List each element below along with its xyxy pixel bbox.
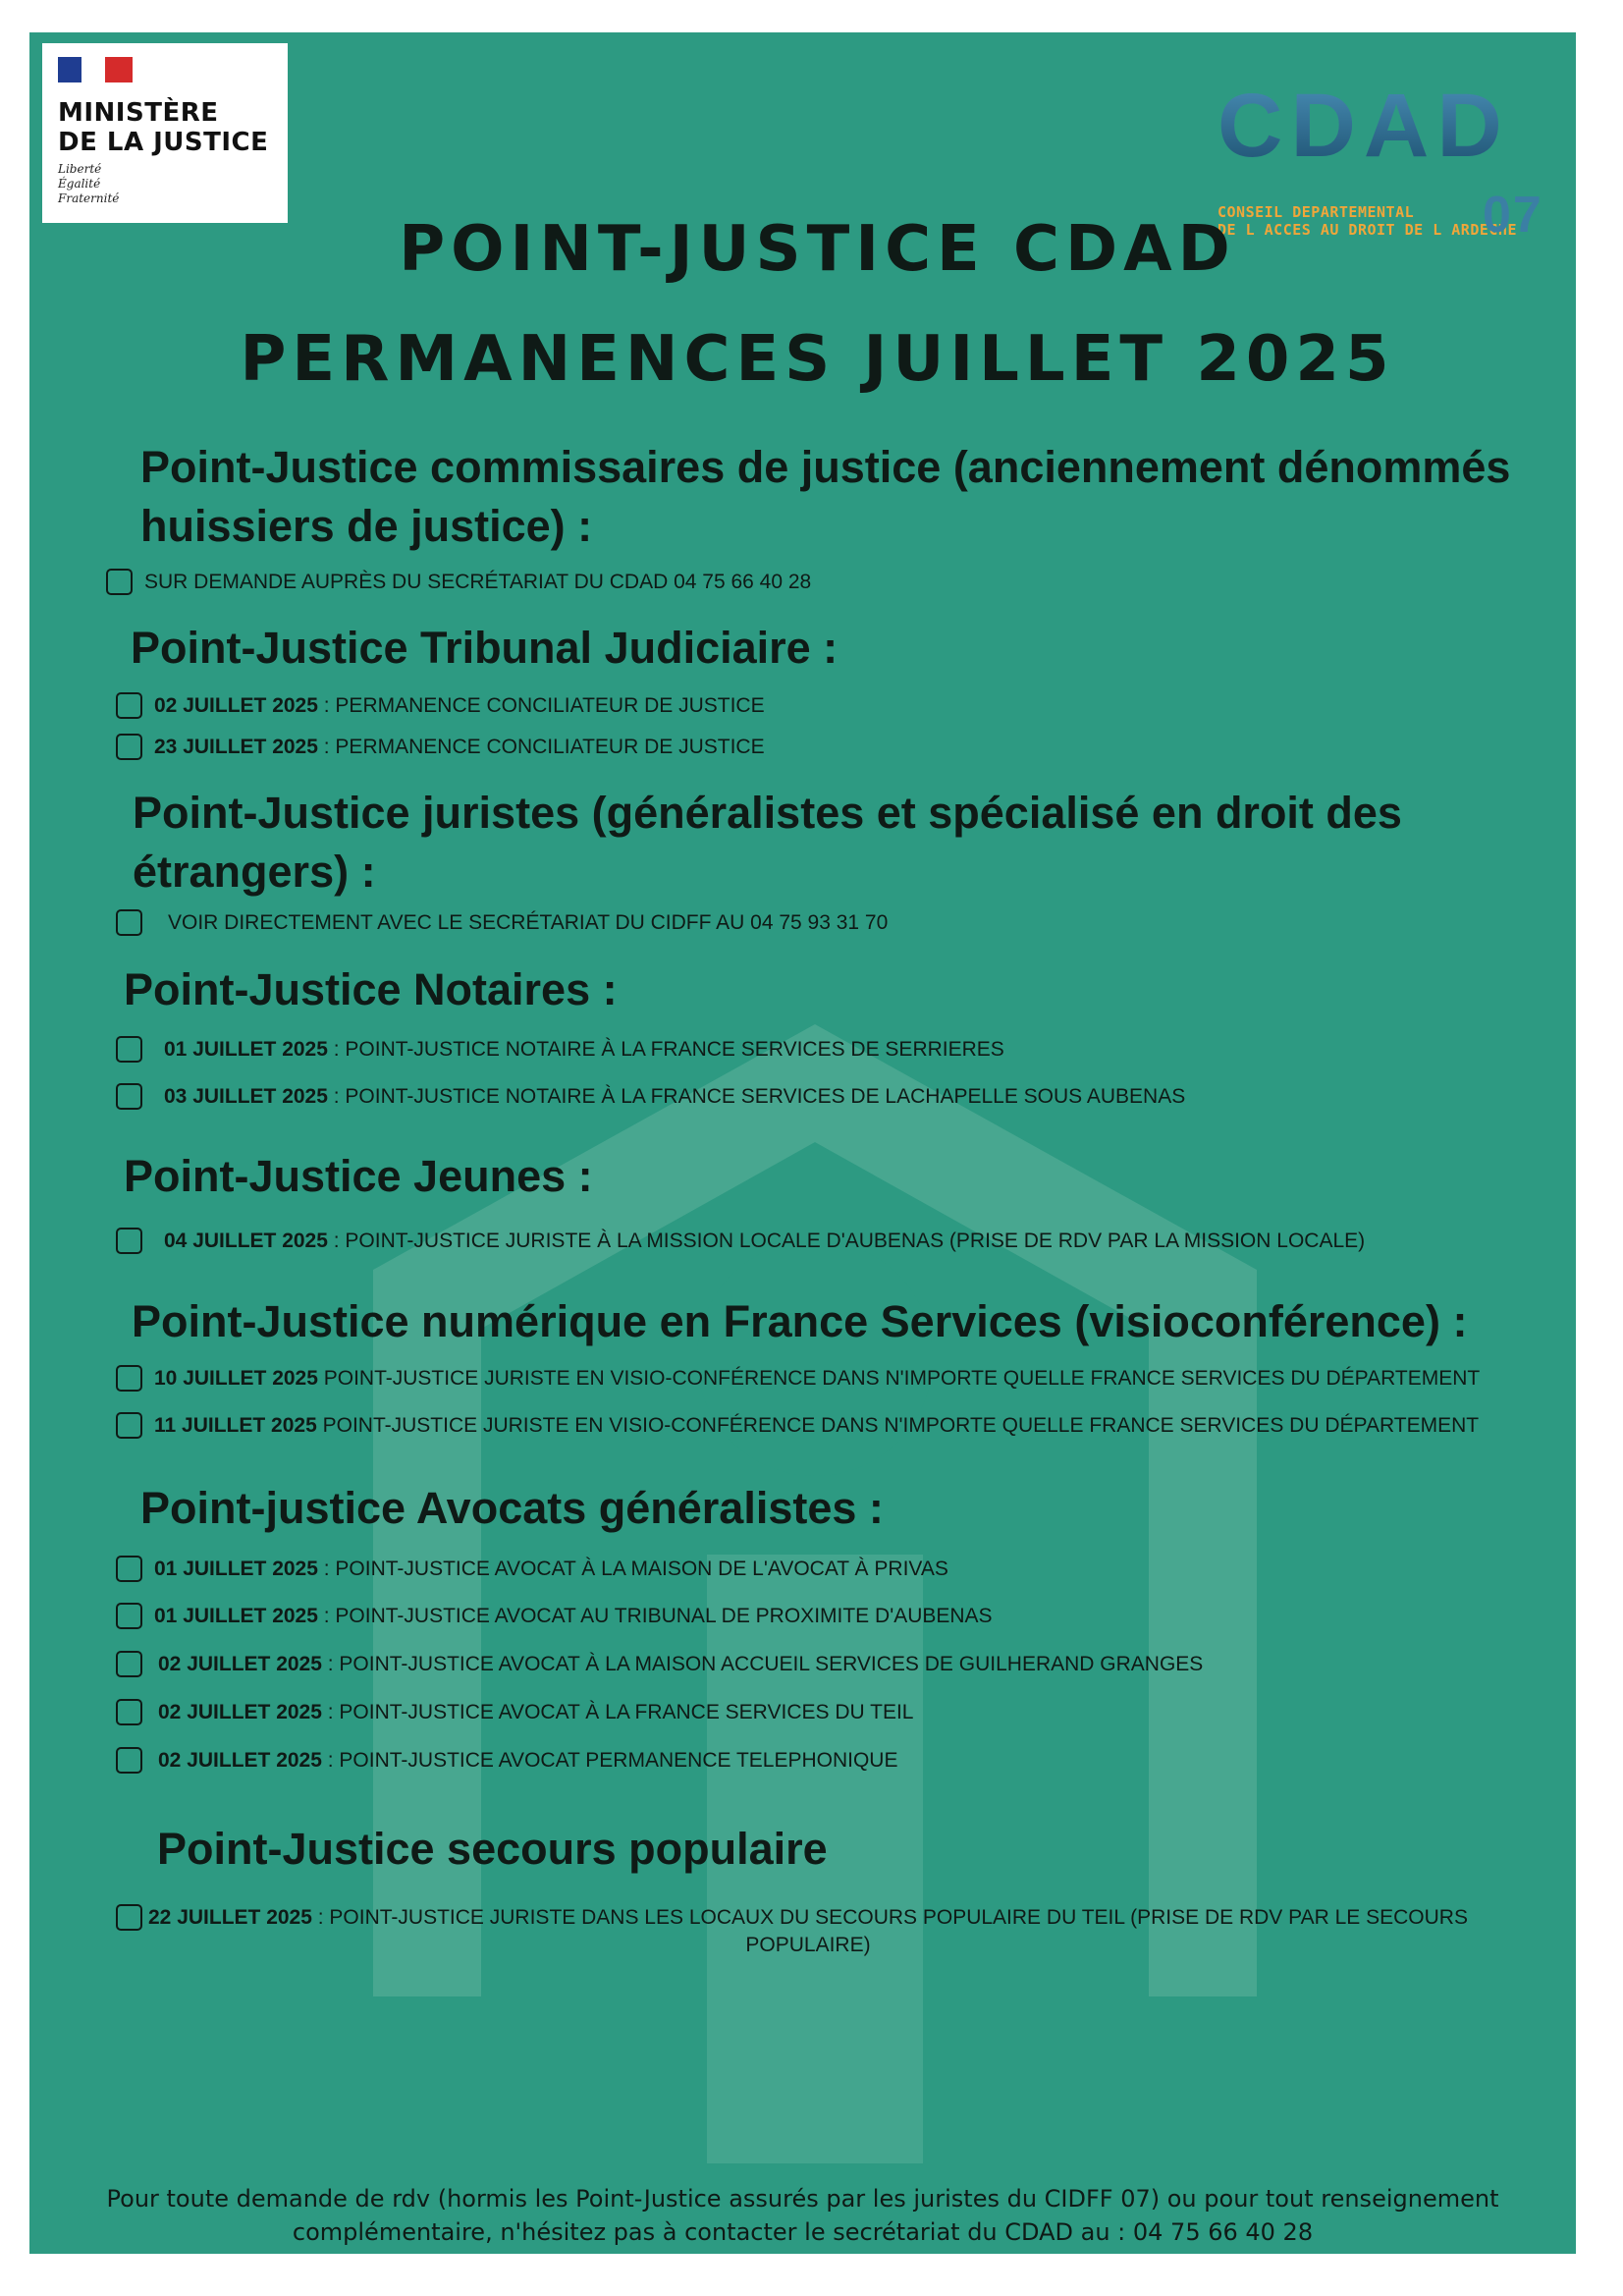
list-item: 22 JUILLET 2025 : POINT-JUSTICE JURISTE DANS LES LOCAUX DU SECOURS POPULAIRE DU TEIL (PRISE DE RDV PAR LE SECOURS POPULAIRE) [116, 1904, 1468, 1959]
section-title-tribunal: Point-Justice Tribunal Judiciaire : [131, 623, 839, 673]
list-item: 02 JUILLET 2025 : PERMANENCE CONCILIATEUR DE JUSTICE [116, 692, 765, 720]
section-title-juristes: Point-Justice juristes (généralistes et spécialisé en droit des étrangers) : [133, 788, 1402, 897]
section-title-commissaires: Point-Justice commissaires de justice (anciennement dénommés huissiers de justice) : [140, 442, 1511, 551]
list-item: 23 JUILLET 2025 : PERMANENCE CONCILIATEUR DE JUSTICE [116, 734, 765, 761]
cdad-lettering-icon [1217, 78, 1551, 176]
svg-text:CDAD: CDAD [1217, 78, 1510, 176]
list-item: 02 JUILLET 2025 : POINT-JUSTICE AVOCAT À LA MAISON ACCUEIL SERVICES DE GUILHERAND GRANGES [116, 1651, 1203, 1678]
cdad-department-number: 07 [1483, 187, 1543, 244]
page-title: POINT-JUSTICE CDAD [399, 213, 1236, 286]
page-subtitle: PERMANENCES JUILLET 2025 [240, 323, 1395, 396]
checkbox[interactable] [116, 1036, 142, 1063]
list-item: 11 JUILLET 2025 POINT-JUSTICE JURISTE EN VISIO-CONFÉRENCE DANS N'IMPORTE QUELLE FRANCE SERVICES DU DÉPARTEMENT [116, 1412, 1479, 1440]
checkbox[interactable] [116, 1603, 142, 1629]
checkbox[interactable] [116, 1083, 142, 1110]
checkbox[interactable] [116, 1699, 142, 1725]
poster [29, 32, 1576, 2254]
checkbox[interactable] [116, 692, 142, 719]
cdad-subtitle: CONSEIL DEPARTEMENTAL DE L ACCES AU DROIT DE L ARDECHE [1217, 203, 1517, 239]
section-title-secours: Point-Justice secours populaire [157, 1824, 828, 1874]
list-item: 03 JUILLET 2025 : POINT-JUSTICE NOTAIRE À LA FRANCE SERVICES DE LACHAPELLE SOUS AUBENAS [116, 1083, 1185, 1111]
checkbox[interactable] [116, 1747, 142, 1774]
marianne-flag-icon [58, 57, 133, 82]
checkbox[interactable] [116, 1412, 142, 1439]
checkbox[interactable] [116, 1365, 142, 1392]
section-title-avocats: Point-justice Avocats généralistes : [140, 1483, 884, 1533]
list-item: SUR DEMANDE AUPRÈS DU SECRÉTARIAT DU CDAD 04 75 66 40 28 [106, 569, 811, 596]
list-item: 01 JUILLET 2025 : POINT-JUSTICE AVOCAT AU TRIBUNAL DE PROXIMITE D'AUBENAS [116, 1603, 993, 1630]
list-item: VOIR DIRECTEMENT AVEC LE SECRÉTARIAT DU CIDFF AU 04 75 93 31 70 [116, 909, 888, 937]
section-title-numerique: Point-Justice numérique en France Services (visioconférence) : [132, 1296, 1468, 1346]
ministere-justice-logo [42, 43, 288, 223]
ministry-motto: Liberté Égalité Fraternité [58, 162, 120, 205]
footer-note: Pour toute demande de rdv (hormis les Point-Justice assurés par les juristes du CIDFF 07) ou pour tout renseignement complémentaire, n'hésitez pas à contacter le secrétariat du CDAD au : 04 75 66 40 28 [106, 2185, 1499, 2246]
list-item: 10 JUILLET 2025 POINT-JUSTICE JURISTE EN VISIO-CONFÉRENCE DANS N'IMPORTE QUELLE FRANCE SERVICES DU DÉPARTEMENT [116, 1365, 1480, 1393]
checkbox[interactable] [116, 1556, 142, 1582]
checkbox[interactable] [106, 569, 133, 595]
list-item: 02 JUILLET 2025 : POINT-JUSTICE AVOCAT PERMANENCE TELEPHONIQUE [116, 1747, 897, 1775]
ministry-name: MINISTÈRE DE LA JUSTICE [58, 98, 269, 157]
checkbox[interactable] [116, 734, 142, 760]
list-item: 04 JUILLET 2025 : POINT-JUSTICE JURISTE À LA MISSION LOCALE D'AUBENAS (PRISE DE RDV PAR LA MISSION LOCALE) [116, 1228, 1365, 1255]
section-title-jeunes: Point-Justice Jeunes : [124, 1151, 593, 1201]
checkbox[interactable] [116, 1651, 142, 1677]
list-item: 01 JUILLET 2025 : POINT-JUSTICE NOTAIRE À LA FRANCE SERVICES DE SERRIERES [116, 1036, 1004, 1064]
checkbox[interactable] [116, 1904, 142, 1931]
section-title-notaires: Point-Justice Notaires : [124, 964, 618, 1014]
list-item: 01 JUILLET 2025 : POINT-JUSTICE AVOCAT À LA MAISON DE L'AVOCAT À PRIVAS [116, 1556, 948, 1583]
checkbox[interactable] [116, 909, 142, 936]
checkbox[interactable] [116, 1228, 142, 1254]
list-item: 02 JUILLET 2025 : POINT-JUSTICE AVOCAT À LA FRANCE SERVICES DU TEIL [116, 1699, 913, 1726]
